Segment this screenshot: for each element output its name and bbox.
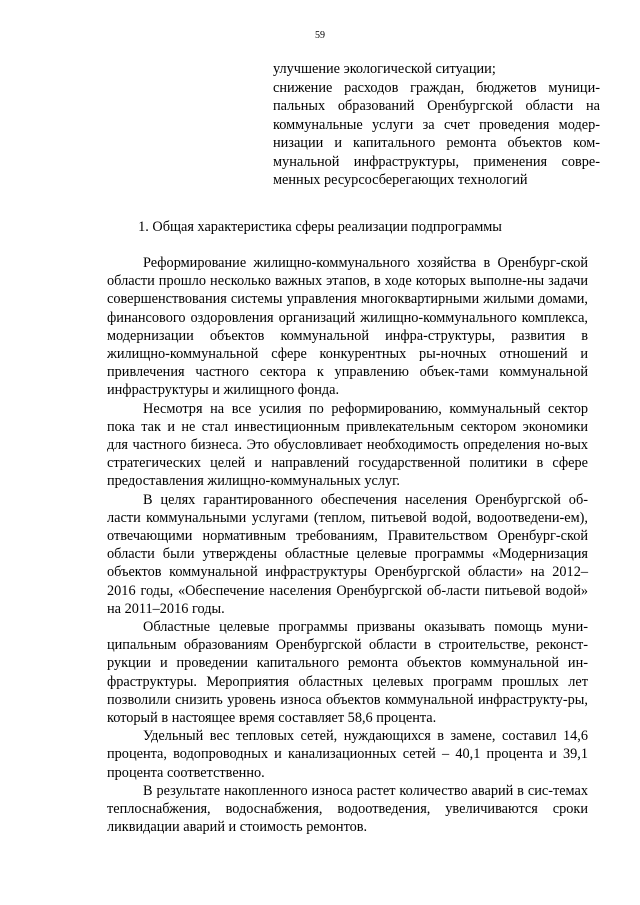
goals-list	[273, 60, 600, 190]
paragraph: Удельный вес тепловых сетей, нуждающихся в замене, составил 14,6 процента, водопроводных и канализационных сетей – 40,1 процента и 39,1 процента соответственно.	[107, 728, 588, 781]
goal-item: снижение расходов граждан, бюджетов муници-пальных образований Оренбургской области на коммунальные услуги за счет проведения модер-низации и капитального ремонта объектов ком-мунальной инфраструктуры, применения совре-менных ресурсосберегающих технологий	[273, 79, 600, 188]
paragraph: Реформирование жилищно-коммунального хозяйства в Оренбург-ской области прошло несколько важных этапов, в ходе которых выполне-ны задачи совершенствования системы управления многоквартирными жилыми домами, финансового оздоровления организаций жилищно-коммунального комплекса, модернизации объектов коммунальной инфра-структуры, развития в жилищно-коммунальной сфере конкурентных ры-ночных отношений и привлечения частного сектора к управлению объек-тами коммунальной инфраструктуры и жилищного фонда.	[107, 255, 588, 399]
section-title: 1. Общая характеристика сферы реализации подпрограммы	[138, 219, 502, 235]
page-number: 59	[315, 30, 325, 41]
paragraph: В результате накопленного износа растет количество аварий в сис-темах теплоснабжения, водоснабжения, водоотведения, увеличиваются сроки ликвидации аварий и стоимость ремонтов.	[107, 782, 588, 836]
goal-item: улучшение экологической ситуации;	[273, 61, 496, 77]
section-body	[107, 254, 588, 837]
paragraph: В целях гарантированного обеспечения населения Оренбургской об-ласти коммунальными услугами (теплом, питьевой водой, водоотведени-ем), отвечающими нормативным требованиям, Правительством Оренбург-ской области были утверждены областные целевые программы «Модернизация объектов коммунальной инфраструктуры Оренбургской области» на 2012–2016 годы, «Обеспечение населения Оренбургской об-ласти питьевой водой» на 2011–2016 годы.	[107, 491, 588, 617]
paragraph: Областные целевые программы призваны оказывать помощь муни-ципальным образованиям Оренбургской области в строительстве, реконст-рукции и проведении капитального ремонта объектов коммунальной ин-фраструктуры. Мероприятия областных целевых программ прошлых лет позволили снизить уровень износа объектов коммунальной инфраструкту-ры, который в настоящее время составляет 58,6 процента.	[107, 619, 588, 727]
paragraph: Несмотря на все усилия по реформированию, коммунальный сектор пока так и не стал инвестиционным привлекательным сектором экономики для частного бизнеса. Это обусловливает необходимость определения но-вых стратегических целей и направлений государственной политики в сфере предоставления жилищно-коммунальных услуг.	[107, 400, 588, 490]
